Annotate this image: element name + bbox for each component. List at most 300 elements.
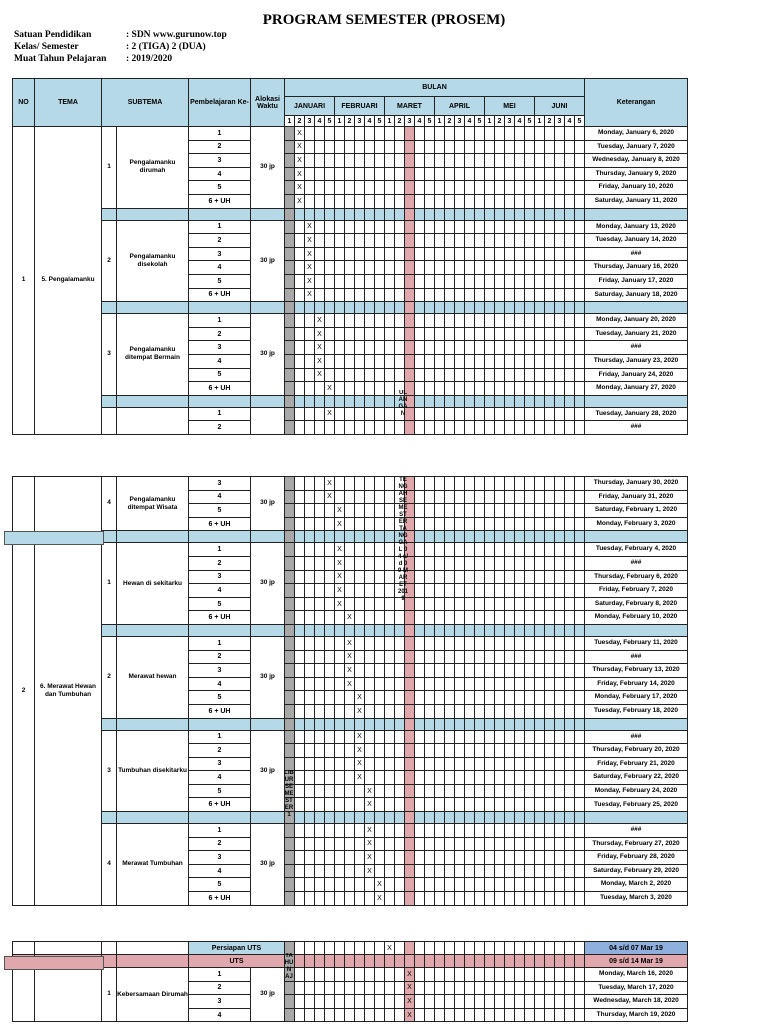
week-cell bbox=[485, 543, 495, 557]
week-cell bbox=[335, 314, 345, 328]
week-cell bbox=[495, 327, 505, 341]
week-cell bbox=[465, 757, 475, 771]
week-cell bbox=[505, 140, 515, 154]
week-cell bbox=[385, 636, 395, 650]
week-cell bbox=[525, 327, 535, 341]
week-cell bbox=[495, 556, 505, 570]
week-cell bbox=[535, 314, 545, 328]
week-cell bbox=[525, 650, 535, 664]
week-cell bbox=[575, 288, 585, 302]
week-cell bbox=[365, 757, 375, 771]
week-cell bbox=[505, 744, 515, 758]
week-cell bbox=[505, 127, 515, 141]
week-cell bbox=[425, 490, 435, 504]
week-cell bbox=[465, 368, 475, 382]
week-cell bbox=[485, 382, 495, 396]
week-cell bbox=[505, 878, 515, 892]
week-cell bbox=[315, 194, 325, 208]
week-cell bbox=[285, 677, 295, 691]
week-cell bbox=[435, 704, 445, 718]
week-cell bbox=[295, 757, 305, 771]
week-cell bbox=[395, 968, 405, 982]
week-header: 3 bbox=[405, 116, 415, 127]
week-mark: X bbox=[305, 220, 315, 234]
week-cell bbox=[325, 704, 335, 718]
alokasi-waktu: 30 jp bbox=[251, 636, 285, 718]
week-cell bbox=[555, 261, 565, 275]
week-cell bbox=[335, 368, 345, 382]
week-cell bbox=[385, 570, 395, 584]
week-cell bbox=[535, 636, 545, 650]
week-cell bbox=[425, 327, 435, 341]
week-cell bbox=[485, 942, 495, 955]
week-cell bbox=[445, 981, 455, 995]
week-cell bbox=[415, 824, 425, 838]
week-cell bbox=[545, 837, 555, 851]
week-cell bbox=[355, 274, 365, 288]
week-cell bbox=[425, 517, 435, 531]
week-mark: X bbox=[385, 942, 395, 955]
keterangan-date: Thursday, February 6, 2020 bbox=[585, 570, 688, 584]
week-cell bbox=[565, 892, 575, 906]
week-cell bbox=[575, 341, 585, 355]
pembelajaran-ke: 6 + UH bbox=[189, 194, 251, 208]
week-cell bbox=[285, 247, 295, 261]
week-cell bbox=[575, 504, 585, 518]
week-cell bbox=[345, 261, 355, 275]
week-cell bbox=[415, 194, 425, 208]
week-cell bbox=[315, 798, 325, 812]
info-label: Muat Tahun Pelajaran bbox=[14, 54, 107, 64]
week-cell bbox=[335, 167, 345, 181]
week-cell bbox=[285, 556, 295, 570]
week-cell bbox=[445, 878, 455, 892]
week-cell bbox=[325, 664, 335, 678]
week-cell bbox=[285, 368, 295, 382]
week-cell bbox=[555, 824, 565, 838]
week-cell bbox=[315, 490, 325, 504]
week-cell bbox=[425, 543, 435, 557]
week-cell bbox=[285, 407, 295, 421]
week-cell bbox=[415, 664, 425, 678]
week-cell bbox=[515, 477, 525, 491]
week-cell bbox=[345, 864, 355, 878]
week-cell bbox=[315, 517, 325, 531]
week-cell bbox=[505, 771, 515, 785]
week-cell bbox=[395, 851, 405, 865]
week-cell bbox=[395, 757, 405, 771]
week-cell bbox=[575, 798, 585, 812]
month-header: JANUARI bbox=[285, 97, 335, 116]
week-cell bbox=[315, 730, 325, 744]
week-cell bbox=[485, 504, 495, 518]
week-cell bbox=[485, 314, 495, 328]
week-cell bbox=[535, 664, 545, 678]
week-cell bbox=[445, 543, 455, 557]
week-cell bbox=[535, 611, 545, 625]
week-cell bbox=[385, 704, 395, 718]
week-cell bbox=[565, 314, 575, 328]
week-cell bbox=[305, 851, 315, 865]
week-cell bbox=[575, 704, 585, 718]
week-cell bbox=[435, 490, 445, 504]
week-cell bbox=[315, 220, 325, 234]
week-cell bbox=[365, 570, 375, 584]
week-cell bbox=[285, 517, 295, 531]
week-cell bbox=[295, 704, 305, 718]
week-cell bbox=[295, 981, 305, 995]
week-cell bbox=[435, 140, 445, 154]
keterangan-date: ### bbox=[585, 824, 688, 838]
week-cell bbox=[445, 407, 455, 421]
week-cell bbox=[555, 421, 565, 435]
week-cell bbox=[415, 354, 425, 368]
week-cell bbox=[455, 247, 465, 261]
pembelajaran-ke: 4 bbox=[189, 490, 251, 504]
week-cell bbox=[445, 354, 455, 368]
week-cell bbox=[345, 477, 355, 491]
week-cell bbox=[515, 892, 525, 906]
keterangan-date: Monday, January 6, 2020 bbox=[585, 127, 688, 141]
prosem-table-part-2 bbox=[12, 476, 688, 906]
week-cell bbox=[545, 942, 555, 955]
week-cell bbox=[285, 490, 295, 504]
pembelajaran-ke: 5 bbox=[189, 368, 251, 382]
week-cell bbox=[435, 354, 445, 368]
week-cell bbox=[295, 664, 305, 678]
week-cell bbox=[525, 771, 535, 785]
week-header: 3 bbox=[455, 116, 465, 127]
week-mark: X bbox=[305, 288, 315, 302]
week-cell bbox=[555, 1008, 565, 1022]
week-cell bbox=[525, 382, 535, 396]
week-cell bbox=[405, 154, 415, 168]
keterangan-date: ### bbox=[585, 247, 688, 261]
week-cell bbox=[485, 327, 495, 341]
week-cell bbox=[465, 1008, 475, 1022]
week-cell bbox=[395, 798, 405, 812]
week-cell bbox=[495, 247, 505, 261]
week-cell bbox=[495, 636, 505, 650]
alokasi-waktu: 30 jp bbox=[251, 220, 285, 302]
week-cell bbox=[305, 691, 315, 705]
week-cell bbox=[375, 407, 385, 421]
week-cell bbox=[355, 234, 365, 248]
week-cell bbox=[385, 288, 395, 302]
row-marker bbox=[4, 531, 104, 545]
week-cell bbox=[555, 504, 565, 518]
week-cell bbox=[455, 636, 465, 650]
pembelajaran-ke: 3 bbox=[189, 154, 251, 168]
week-cell bbox=[395, 824, 405, 838]
week-cell bbox=[295, 1008, 305, 1022]
week-cell bbox=[515, 771, 525, 785]
week-cell bbox=[405, 878, 415, 892]
uts-date: 09 s/d 14 Mar 19 bbox=[585, 955, 688, 968]
week-cell bbox=[445, 584, 455, 598]
week-cell bbox=[375, 234, 385, 248]
week-cell bbox=[375, 194, 385, 208]
week-cell bbox=[485, 650, 495, 664]
pembelajaran-ke: 3 bbox=[189, 570, 251, 584]
week-cell bbox=[515, 664, 525, 678]
week-cell bbox=[545, 274, 555, 288]
week-cell bbox=[475, 824, 485, 838]
week-cell bbox=[555, 597, 565, 611]
week-cell bbox=[295, 407, 305, 421]
week-cell bbox=[335, 664, 345, 678]
week-cell bbox=[565, 140, 575, 154]
week-mark: X bbox=[325, 382, 335, 396]
week-cell bbox=[485, 744, 495, 758]
week-cell bbox=[435, 584, 445, 598]
week-cell bbox=[495, 490, 505, 504]
week-cell bbox=[485, 664, 495, 678]
week-cell bbox=[325, 327, 335, 341]
week-cell bbox=[425, 981, 435, 995]
week-cell bbox=[335, 677, 345, 691]
week-cell bbox=[545, 407, 555, 421]
pembelajaran-ke: 1 bbox=[189, 824, 251, 838]
subtema-name: Merawat Tumbuhan bbox=[117, 824, 189, 906]
week-cell bbox=[465, 784, 475, 798]
week-cell bbox=[465, 167, 475, 181]
week-cell bbox=[345, 597, 355, 611]
week-cell bbox=[565, 664, 575, 678]
pembelajaran-ke: 4 bbox=[189, 1008, 251, 1022]
week-cell bbox=[545, 704, 555, 718]
week-cell bbox=[425, 650, 435, 664]
week-cell bbox=[345, 757, 355, 771]
week-cell bbox=[345, 584, 355, 598]
week-cell bbox=[475, 517, 485, 531]
week-cell bbox=[465, 477, 475, 491]
week-cell bbox=[505, 995, 515, 1009]
week-cell bbox=[495, 878, 505, 892]
week-cell bbox=[315, 995, 325, 1009]
week-cell bbox=[515, 341, 525, 355]
week-cell bbox=[545, 597, 555, 611]
week-cell bbox=[545, 127, 555, 141]
week-cell bbox=[405, 274, 415, 288]
keterangan-date: Thursday, January 23, 2020 bbox=[585, 354, 688, 368]
pembelajaran-ke: 5 bbox=[189, 691, 251, 705]
week-cell bbox=[375, 327, 385, 341]
week-cell bbox=[295, 636, 305, 650]
week-cell bbox=[365, 261, 375, 275]
week-cell bbox=[485, 234, 495, 248]
week-cell bbox=[385, 477, 395, 491]
pembelajaran-ke: 1 bbox=[189, 220, 251, 234]
week-cell bbox=[515, 421, 525, 435]
week-cell bbox=[435, 1008, 445, 1022]
week-cell bbox=[285, 234, 295, 248]
week-cell bbox=[285, 382, 295, 396]
week-cell bbox=[295, 677, 305, 691]
week-cell bbox=[515, 851, 525, 865]
pembelajaran-ke: 3 bbox=[189, 247, 251, 261]
week-cell bbox=[325, 784, 335, 798]
week-cell bbox=[515, 504, 525, 518]
week-cell bbox=[445, 261, 455, 275]
week-cell bbox=[545, 181, 555, 195]
week-cell bbox=[345, 288, 355, 302]
week-header: 2 bbox=[445, 116, 455, 127]
week-cell bbox=[425, 354, 435, 368]
week-cell bbox=[435, 636, 445, 650]
week-cell bbox=[365, 556, 375, 570]
week-cell bbox=[355, 181, 365, 195]
week-header: 5 bbox=[525, 116, 535, 127]
week-cell bbox=[525, 154, 535, 168]
week-cell bbox=[515, 995, 525, 1009]
week-cell bbox=[445, 140, 455, 154]
week-cell bbox=[415, 140, 425, 154]
tahun-ajaran-vertical-label: TAHUN AJ bbox=[284, 953, 294, 980]
week-cell bbox=[455, 837, 465, 851]
week-cell bbox=[525, 744, 535, 758]
week-header: 2 bbox=[545, 116, 555, 127]
week-cell bbox=[485, 421, 495, 435]
week-cell bbox=[575, 942, 585, 955]
week-cell bbox=[505, 477, 515, 491]
week-cell bbox=[325, 314, 335, 328]
week-cell bbox=[385, 981, 395, 995]
week-cell bbox=[575, 650, 585, 664]
week-mark: X bbox=[405, 981, 415, 995]
week-cell bbox=[525, 757, 535, 771]
week-cell bbox=[465, 543, 475, 557]
pembelajaran-ke: 4 bbox=[189, 167, 251, 181]
week-cell bbox=[485, 851, 495, 865]
week-cell bbox=[565, 942, 575, 955]
week-header: 3 bbox=[305, 116, 315, 127]
week-cell bbox=[315, 837, 325, 851]
week-cell bbox=[285, 504, 295, 518]
week-cell bbox=[535, 247, 545, 261]
week-cell bbox=[475, 650, 485, 664]
week-cell bbox=[355, 611, 365, 625]
week-cell bbox=[335, 274, 345, 288]
keterangan-date: Friday, January 31, 2020 bbox=[585, 490, 688, 504]
week-cell bbox=[445, 288, 455, 302]
week-header: 4 bbox=[365, 116, 375, 127]
week-cell bbox=[345, 968, 355, 982]
week-cell bbox=[575, 851, 585, 865]
subtema-name: Pengalamanku ditempat Wisata bbox=[117, 477, 189, 531]
week-cell bbox=[355, 288, 365, 302]
week-cell bbox=[455, 421, 465, 435]
week-cell bbox=[375, 968, 385, 982]
week-cell bbox=[525, 556, 535, 570]
tengah-semester-vertical-label: TENGAH SEMESTER TANGGAL 04 s/d 09 MARET 2019 bbox=[398, 477, 408, 602]
week-cell bbox=[375, 288, 385, 302]
keterangan-date: Thursday, March 19, 2020 bbox=[585, 1008, 688, 1022]
week-cell bbox=[525, 798, 535, 812]
week-cell bbox=[295, 864, 305, 878]
week-cell bbox=[575, 167, 585, 181]
week-cell bbox=[315, 771, 325, 785]
week-cell bbox=[435, 851, 445, 865]
week-cell bbox=[325, 995, 335, 1009]
week-cell bbox=[575, 611, 585, 625]
week-cell bbox=[545, 636, 555, 650]
week-cell bbox=[455, 730, 465, 744]
week-header: 2 bbox=[495, 116, 505, 127]
week-cell bbox=[415, 730, 425, 744]
week-cell bbox=[465, 274, 475, 288]
week-cell bbox=[565, 382, 575, 396]
table-row bbox=[13, 543, 688, 557]
week-cell bbox=[325, 824, 335, 838]
week-cell bbox=[345, 234, 355, 248]
week-cell bbox=[415, 677, 425, 691]
week-cell bbox=[465, 556, 475, 570]
week-cell bbox=[365, 584, 375, 598]
week-cell bbox=[485, 730, 495, 744]
week-cell bbox=[385, 274, 395, 288]
week-cell bbox=[545, 584, 555, 598]
week-cell bbox=[285, 154, 295, 168]
week-cell bbox=[355, 664, 365, 678]
week-cell bbox=[355, 570, 365, 584]
week-cell bbox=[545, 504, 555, 518]
week-cell bbox=[545, 220, 555, 234]
week-cell bbox=[455, 327, 465, 341]
pembelajaran-ke: 2 bbox=[189, 421, 251, 435]
week-cell bbox=[455, 477, 465, 491]
week-cell bbox=[475, 704, 485, 718]
week-cell bbox=[405, 167, 415, 181]
week-cell bbox=[525, 584, 535, 598]
week-cell bbox=[485, 757, 495, 771]
week-cell bbox=[345, 220, 355, 234]
week-cell bbox=[575, 314, 585, 328]
week-cell bbox=[505, 234, 515, 248]
week-cell bbox=[315, 181, 325, 195]
week-cell bbox=[365, 167, 375, 181]
week-cell bbox=[355, 784, 365, 798]
week-cell bbox=[295, 892, 305, 906]
week-header: 2 bbox=[395, 116, 405, 127]
week-cell bbox=[565, 354, 575, 368]
week-cell bbox=[335, 288, 345, 302]
week-cell bbox=[415, 995, 425, 1009]
week-cell bbox=[335, 942, 345, 955]
week-cell bbox=[575, 556, 585, 570]
week-cell bbox=[335, 878, 345, 892]
week-cell bbox=[545, 543, 555, 557]
week-cell bbox=[435, 771, 445, 785]
week-mark: X bbox=[335, 517, 345, 531]
week-cell bbox=[365, 181, 375, 195]
week-mark: X bbox=[365, 784, 375, 798]
week-cell bbox=[375, 543, 385, 557]
week-header: 1 bbox=[535, 116, 545, 127]
week-cell bbox=[505, 181, 515, 195]
week-cell bbox=[295, 968, 305, 982]
week-cell bbox=[415, 490, 425, 504]
tema-no: 1 bbox=[13, 127, 35, 435]
week-cell bbox=[465, 140, 475, 154]
week-cell bbox=[295, 261, 305, 275]
week-cell bbox=[335, 995, 345, 1009]
week-mark: X bbox=[355, 704, 365, 718]
week-cell bbox=[475, 274, 485, 288]
week-cell bbox=[295, 220, 305, 234]
week-cell bbox=[505, 570, 515, 584]
week-mark: X bbox=[405, 968, 415, 982]
